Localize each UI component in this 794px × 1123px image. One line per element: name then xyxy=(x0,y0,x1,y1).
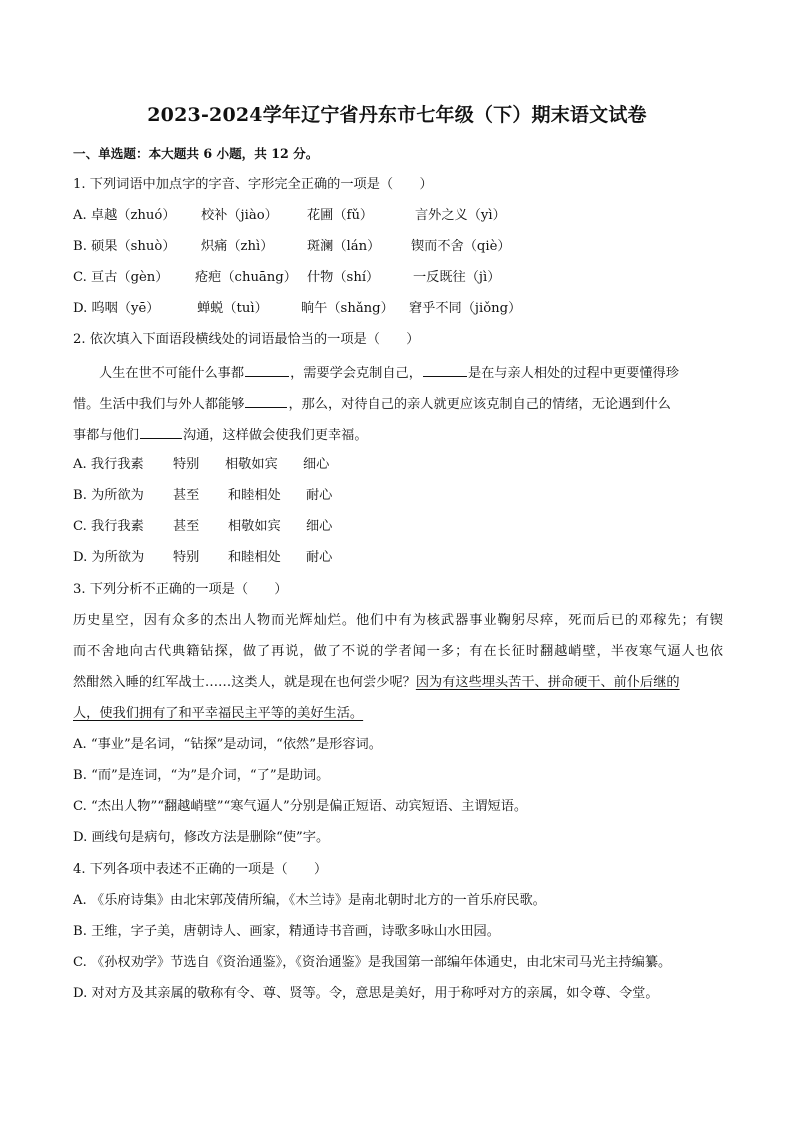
q1-d-word3: 晌午（shǎng） xyxy=(301,301,394,316)
q3-option-d: D. 画线句是病句，修改方法是删除“使”字。 xyxy=(73,830,330,845)
q1-d-word2: 蝉蜕（tuì） xyxy=(197,301,268,316)
q2-c-word1: C. 我行我素 xyxy=(73,519,144,534)
q4-option-b: B. 王维，字子美，唐朝诗人、画家，精通诗书音画，诗歌多咏山水田园。 xyxy=(73,924,500,939)
blank-line xyxy=(245,393,287,408)
q2-passage-line1 xyxy=(99,362,679,384)
q3-passage-line4 xyxy=(73,704,363,724)
q1-a-word1: A. 卓越（zhuó） xyxy=(73,208,176,223)
q2-passage-text: 人生在世不可能什么事都 xyxy=(99,366,245,381)
q2-passage-text: ，那么，对待自己的亲人就更应该克制自己的情绪，无论遇到什么 xyxy=(288,397,671,412)
q1-c-word1: C. 亘古（gèn） xyxy=(73,270,169,285)
q1-b-word3: 斑澜（lán） xyxy=(307,239,381,254)
q2-d-word2: 特别 xyxy=(173,550,200,565)
q1-b-word4: 锲而不舍（qiè） xyxy=(411,239,511,254)
q2-a-word4: 细心 xyxy=(303,457,330,472)
q2-a-word3: 相敬如宾 xyxy=(225,457,278,472)
q1-b-word1: B. 硕果（shuò） xyxy=(73,239,176,254)
q1-d-word4: 窘乎不同（jiǒng） xyxy=(409,301,522,316)
q3-option-c: C. “杰出人物”“翻越峭壁”“寒气逼人”分别是偏正短语、动宾短语、主谓短语。 xyxy=(73,799,528,814)
q3-underlined-sentence: 人，使我们拥有了和平幸福民主平等的美好生活。 xyxy=(73,706,364,721)
q4-stem: 4. 下列各项中表述不正确的一项是（ ） xyxy=(73,862,328,877)
q2-passage-text: 是在与亲人相处的过程中更要懂得珍 xyxy=(467,366,679,381)
q1-stem: 1. 下列词语中加点字的字音、字形完全正确的一项是（ ） xyxy=(73,177,433,192)
q4-option-c: C. 《孙权劝学》节选自《资治通鉴》，《资治通鉴》是我国第一部编年体通史，由北宋司马光主持编纂。 xyxy=(73,955,672,970)
q4-option-a: A. 《乐府诗集》由北宋郭茂倩所编，《木兰诗》是南北朝时北方的一首乐府民歌。 xyxy=(73,893,546,908)
q2-passage-line3 xyxy=(73,424,368,446)
q2-c-word2: 甚至 xyxy=(173,519,200,534)
q4-option-d: D. 对对方及其亲属的敬称有令、尊、贤等。令，意思是美好，用于称呼对方的亲属，如令尊、令堂。 xyxy=(73,986,659,1001)
exam-title: 2023-2024学年辽宁省丹东市七年级（下）期末语文试卷 xyxy=(147,104,647,126)
q2-b-word1: B. 为所欲为 xyxy=(73,488,144,503)
q2-passage-text: 事都与他们 xyxy=(73,428,139,443)
q2-passage-text: ，需要学会克制自己， xyxy=(290,366,422,381)
q3-option-a: A. “事业”是名词，“钻探”是动词，“依然”是形容词。 xyxy=(73,737,382,752)
q3-passage-line3 xyxy=(73,673,680,693)
q1-b-word2: 炽痛（zhì） xyxy=(201,239,274,254)
q2-c-word4: 细心 xyxy=(306,519,333,534)
section-heading: 一、单选题：本大题共 6 小题，共 12 分。 xyxy=(73,146,319,161)
q1-a-word2: 校补（jiào） xyxy=(201,208,278,223)
q1-d-word1: D. 呜咽（yē） xyxy=(73,301,160,316)
q2-stem: 2. 依次填入下面语段横线处的词语最恰当的一项是（ ） xyxy=(73,332,420,347)
q1-a-word4: 言外之义（yì） xyxy=(415,208,506,223)
blank-line xyxy=(140,424,182,439)
q2-passage-line2 xyxy=(73,393,671,415)
q3-passage-text: 然酣然入睡的红军战士……这类人，就是现在也何尝少呢？ xyxy=(73,675,416,690)
q2-b-word4: 耐心 xyxy=(306,488,333,503)
q3-option-b: B. “而”是连词，“为”是介词，“了”是助词。 xyxy=(73,768,330,783)
q2-passage-text: 惜。生活中我们与外人都能够 xyxy=(73,397,245,412)
q2-b-word3: 和睦相处 xyxy=(228,488,281,503)
blank-line xyxy=(245,362,289,377)
q2-d-word3: 和睦相处 xyxy=(228,550,281,565)
q2-a-word1: A. 我行我素 xyxy=(73,457,144,472)
q3-stem: 3. 下列分析不正确的一项是（ ） xyxy=(73,582,288,597)
q2-passage-text: 沟通，这样做会使我们更幸福。 xyxy=(182,428,368,443)
q2-c-word3: 相敬如宾 xyxy=(228,519,281,534)
q1-c-word3: 什物（shí） xyxy=(307,270,380,285)
q2-b-word2: 甚至 xyxy=(173,488,200,503)
q3-passage-line2: 而不舍地向古代典籍钻探，做了再说，做了不说的学者闻一多；有在长征时翻越峭壁，半夜寒气逼人也依 xyxy=(73,644,723,659)
blank-line xyxy=(423,362,467,377)
q3-underlined-sentence: 因为有这些埋头苦干、拼命硬干、前仆后继的 xyxy=(415,675,680,690)
q2-a-word2: 特别 xyxy=(173,457,200,472)
q1-c-word2: 疮疤（chuāng） xyxy=(195,270,297,285)
q1-c-word4: 一反既往（jì） xyxy=(413,270,501,285)
q2-d-word1: D. 为所欲为 xyxy=(73,550,145,565)
q3-passage-line1: 历史星空，因有众多的杰出人物而光辉灿烂。他们中有为核武器事业鞠躬尽瘁，死而后已的邓稼先；有锲 xyxy=(73,613,723,628)
q1-a-word3: 花圃（fǔ） xyxy=(307,208,374,223)
q2-d-word4: 耐心 xyxy=(306,550,333,565)
